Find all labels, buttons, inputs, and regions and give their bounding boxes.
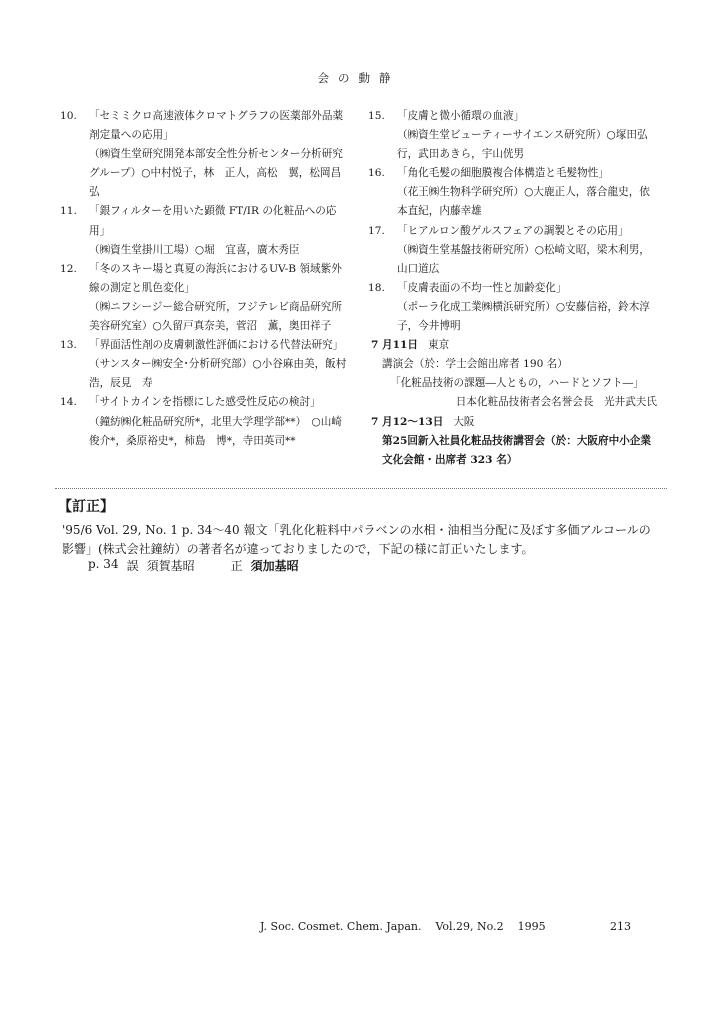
entry-title: 「ヒアルロン酸ゲルスフェアの調製とその応用」 [397,224,629,237]
entry-title: 「冬のスキー場と真夏の海浜におけるUV-B 領域紫外線の測定と肌色変化」 [89,262,342,294]
entry-authors: （鐘紡㈱化粧品研究所*，北里大学理学部**） ○山崎俊介*，桑原裕史*，柿島 博*，寺田英司** [89,415,342,447]
correction-detail [88,557,299,574]
entry-title: 「サイトカインを指標にした感受性反応の検討」 [89,396,321,409]
correction-heading: 【訂正】 [58,499,114,515]
journal-year: 1995 [517,920,546,933]
entry-number: 16. [368,167,385,180]
entry-authors: （サンスター㈱安全･分析研究部）○小谷麻由美，飯村 浩，辰見 寿 [89,358,357,390]
entry-authors: （ポーラ化成工業㈱横浜研究所）○安藤信裕，鈴木淳子，今井博明 [397,300,650,333]
event-osaka [368,413,660,470]
event-date: 7 月11日 [371,339,418,352]
entry-number: 14. [60,396,77,409]
entry-number: 13. [60,339,77,352]
entry-18 [368,279,660,336]
entry-number: 10. [60,110,77,122]
entry-number: 12. [60,262,77,275]
entry-authors: （花王㈱生物科学研究所）○大鹿正人，落合龍史，依本直紀，内藤幸雄 [397,186,650,218]
entry-15 [368,107,660,164]
entry-10 [60,107,350,202]
running-header: 会の動静 [317,71,400,85]
entry-title: 「界面活性剤の皮膚刺激性評価における代替法研究」 [89,339,344,352]
entry-authors: （㈱資生堂基盤技術研究所）○松崎文昭，梁木利男，山口道広 [397,243,650,275]
right-column [368,107,660,470]
event-tokyo [368,336,660,412]
event-date-line [371,336,660,355]
correction-text: '95/6 Vol. 29, No. 1 p. 34～40 報文「乳化化粧料中パラベンの水相・油相当分配に及ぼす多価アルコールの影響」(株式会社鐘紡）の著者名が違っておりましたので，下記の様に訂正いたします。 [62,523,651,556]
entry-11 [60,202,350,259]
entry-16 [368,164,660,221]
entry-authors: （㈱資生堂掛川工場）○堀 宜喜，廣木秀臣 [89,243,300,256]
event-label: 講演会（於：学士会館出席者 190 名） [382,358,568,371]
journal-footer [260,920,546,933]
journal-name: J. Soc. Cosmet. Chem. Japan. [260,920,422,933]
entry-title: 「銀フィルターを用いた顕微 FT/IR の化粧品への応用」 [89,205,337,237]
talk-title: 「化粧品技術の課題―人ともの，ハードとソフト―」 [390,377,644,390]
entry-14 [60,393,350,450]
wrong-label: 誤 [126,559,139,573]
right-label: 正 [230,559,243,573]
entry-authors: （㈱ニフシージー総合研究所，フジテレビ商品研究所美容研究室）○久留戸真奈美，菅沼 薫，奥田祥子 [89,300,342,333]
wrong-name: 須賀基昭 [146,559,195,573]
talk-speaker: 日本化粧品技術者会名誉会長 光井武夫氏 [455,396,657,409]
entry-authors: （㈱資生堂研究開発本部安全性分析センター分析研究グループ）○中村悦子，林 正人，高松 翼，松岡昌弘 [89,148,343,199]
journal-volume: Vol.29, No.2 [435,920,504,933]
entry-title: 「角化毛髪の細胞膜複合体構造と毛髪物性」 [397,167,609,180]
event-date-line [371,413,660,432]
section-divider [55,488,667,489]
entry-number: 17. [368,224,385,237]
entry-title: 「セミミクロ高速液体クロマトグラフの医薬部外品薬剤定量への応用」 [89,110,344,142]
right-name: 須加基昭 [250,559,299,573]
entry-authors: （㈱資生堂ビューティーサイエンス研究所）○塚田弘行，武田あきら，宇山侊男 [397,129,648,161]
entry-title: 「皮膚表面の不均一性と加齢変化」 [397,281,567,294]
entry-title: 「皮膚と微小循環の血液」 [397,110,525,122]
entry-number: 11. [60,205,77,218]
page-number: 213 [610,920,631,933]
event-place: 大阪 [453,415,475,428]
event-place: 東京 [428,339,450,352]
event-date: 7 月12～13日 [371,415,444,428]
entry-number: 18. [368,281,385,294]
left-column [60,107,357,451]
entry-13 [60,336,357,393]
entry-number: 15. [368,110,385,122]
entry-12 [60,260,350,336]
spacer [203,557,223,574]
entry-17 [368,222,660,279]
event-label: 第25回新入社員化粧品技術講習会（於：大阪府中小企業文化会館・出席者 323 名） [382,434,651,466]
correction-page: p. 34 [88,557,119,571]
